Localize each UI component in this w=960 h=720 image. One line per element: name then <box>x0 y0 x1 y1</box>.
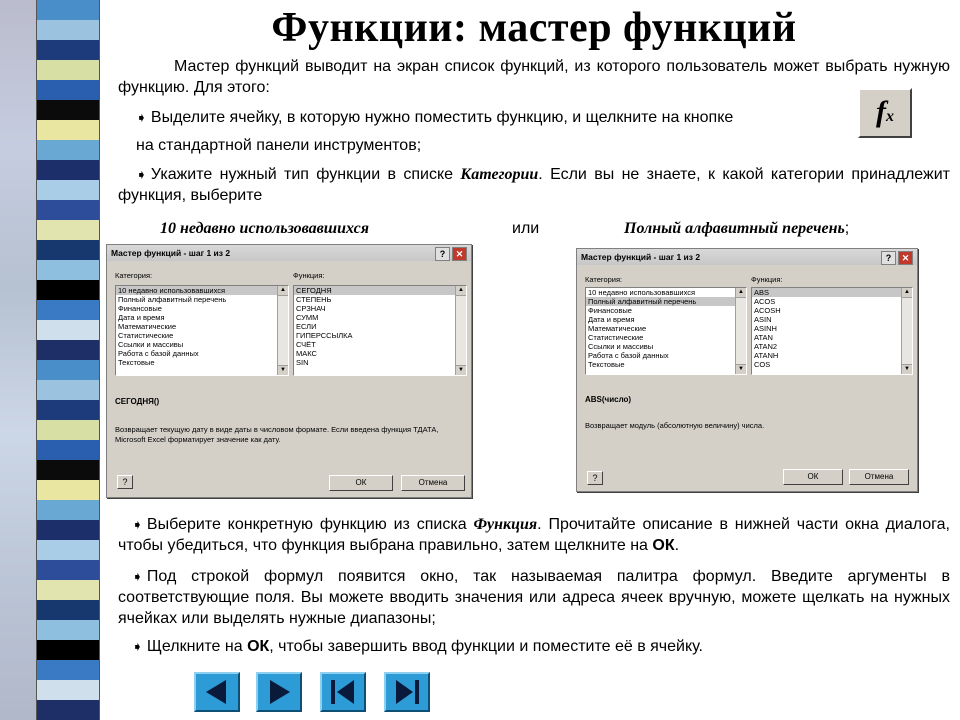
list-item[interactable]: ASIN <box>754 315 772 324</box>
previous-slide-button[interactable] <box>194 672 240 712</box>
list-item[interactable]: СРЗНАЧ <box>296 304 326 313</box>
scroll-down-icon[interactable]: ▼ <box>736 364 746 374</box>
scrollbar[interactable] <box>901 288 912 374</box>
first-slide-button[interactable] <box>320 672 366 712</box>
stripe-band <box>37 200 99 220</box>
bullet-marker: ➧ <box>132 639 143 654</box>
stripe-band <box>37 180 99 200</box>
function-description: Возвращает модуль (абсолютную величину) числа. <box>585 421 765 430</box>
list-item[interactable]: СТЕПЕНЬ <box>296 295 332 304</box>
function-wizard-icon[interactable]: fx <box>858 88 912 138</box>
list-item[interactable]: МАКС <box>296 349 317 358</box>
stripe-band <box>37 680 99 700</box>
function-label: Функция: <box>751 275 783 284</box>
stripe-band <box>37 420 99 440</box>
decorative-stripe <box>36 0 100 720</box>
dialog-title: Мастер функций - шаг 1 из 2 ? ✕ <box>107 245 471 261</box>
list-item[interactable]: Работа с базой данных <box>118 349 199 358</box>
list-item[interactable]: Математические <box>588 324 647 333</box>
bullet-marker: ➧ <box>136 110 147 125</box>
scroll-up-icon[interactable]: ▲ <box>278 286 288 296</box>
scrollbar[interactable] <box>277 286 288 375</box>
cancel-button[interactable]: Отмена <box>849 469 909 485</box>
stripe-band <box>37 100 99 120</box>
stripe-band <box>37 0 99 20</box>
list-item[interactable]: ATAN <box>754 333 773 342</box>
list-item[interactable]: ГИПЕРССЫЛКА <box>296 331 353 340</box>
stripe-band <box>37 460 99 480</box>
list-item[interactable]: Дата и время <box>588 315 635 324</box>
stripe-band <box>37 240 99 260</box>
stripe-band <box>37 400 99 420</box>
stripe-band <box>37 280 99 300</box>
stripe-band <box>37 320 99 340</box>
stripe-band <box>37 380 99 400</box>
list-item[interactable]: 10 недавно использовавшихся <box>588 288 696 297</box>
list-item[interactable]: Финансовые <box>588 306 632 315</box>
skip-last-icon <box>386 674 428 710</box>
ok-button[interactable]: ОК <box>329 475 393 491</box>
stripe-band <box>37 260 99 280</box>
dialog-alphabetical <box>576 248 918 492</box>
list-item[interactable]: СЕГОДНЯ <box>294 286 466 295</box>
list-item[interactable]: Финансовые <box>118 304 162 313</box>
slide-title: Функции: мастер функций <box>271 5 797 51</box>
list-item[interactable]: ASINH <box>754 324 777 333</box>
list-item[interactable]: ABS <box>752 288 912 297</box>
function-signature: СЕГОДНЯ() <box>115 397 160 406</box>
cancel-button[interactable]: Отмена <box>401 475 465 491</box>
category-list[interactable] <box>585 287 747 375</box>
function-signature: ABS(число) <box>585 395 632 404</box>
help-button[interactable]: ? <box>587 471 603 485</box>
step-5: ➧ Щелкните на ОК, чтобы завершить ввод функции и поместите её в ячейку. <box>132 638 703 655</box>
stripe-band <box>37 300 99 320</box>
stripe-band <box>37 160 99 180</box>
stripe-band <box>37 440 99 460</box>
scrollbar[interactable] <box>735 288 746 374</box>
list-item[interactable]: ACOS <box>754 297 776 306</box>
list-item[interactable]: Математические <box>118 322 177 331</box>
stripe-band <box>37 520 99 540</box>
stripe-band <box>37 660 99 680</box>
step-1: ➧ Выделите ячейку, в которую нужно поместить функцию, и щелкните на кнопке <box>136 109 734 126</box>
stripe-band <box>37 340 99 360</box>
category-list[interactable] <box>115 285 289 376</box>
scroll-down-icon[interactable]: ▼ <box>902 364 912 374</box>
stripe-band <box>37 60 99 80</box>
stripe-band <box>37 620 99 640</box>
list-item[interactable]: ATANH <box>754 351 779 360</box>
category-label: Категория: <box>115 271 153 280</box>
stripe-band <box>37 40 99 60</box>
scroll-up-icon[interactable]: ▲ <box>736 288 746 298</box>
stripe-band <box>37 20 99 40</box>
list-item[interactable]: Дата и время <box>118 313 165 322</box>
step-4: ➧ Под строкой формул появится окно, так называемая палитра формул. Введите аргументы в соответствующие поля. Вы можете вводить значения или адреса ячеек вручную, можете щелкать на нужных ячейках или выделять нужные диапазоны; <box>118 568 950 627</box>
stripe-band <box>37 140 99 160</box>
list-item[interactable]: Ссылки и массивы <box>118 340 184 349</box>
option-or: или <box>512 220 540 237</box>
option-alphabetical: Полный алфавитный перечень; <box>624 220 850 237</box>
stripe-band <box>37 540 99 560</box>
list-item[interactable]: Текстовые <box>118 358 155 367</box>
step-2: ➧ Укажите нужный тип функции в списке Категории. Если вы не знаете, к какой категории принадлежит функция, выберите <box>118 166 950 204</box>
stripe-band <box>37 500 99 520</box>
list-item[interactable]: Ссылки и массивы <box>588 342 654 351</box>
list-item[interactable]: Статистические <box>588 333 644 342</box>
list-item[interactable]: СУММ <box>296 313 319 322</box>
stripe-band <box>37 120 99 140</box>
stripe-band <box>37 700 99 720</box>
list-item[interactable]: Работа с базой данных <box>588 351 669 360</box>
help-icon[interactable]: ? <box>881 251 896 265</box>
close-icon[interactable]: ✕ <box>452 247 467 261</box>
list-item[interactable]: ЕСЛИ <box>296 322 317 331</box>
last-slide-button[interactable] <box>384 672 430 712</box>
dialog-title: Мастер функций - шаг 1 из 2 ? ✕ <box>577 249 917 265</box>
help-button[interactable]: ? <box>117 475 133 489</box>
triangle-left-icon <box>196 674 238 710</box>
next-slide-button[interactable] <box>256 672 302 712</box>
function-list[interactable] <box>293 285 467 376</box>
ok-button[interactable]: ОК <box>783 469 843 485</box>
list-item[interactable]: Полный алфавитный перечень <box>118 295 227 304</box>
list-item[interactable]: SIN <box>296 358 309 367</box>
intro-text: Мастер функций выводит на экран список функций, из которого пользователь может выбрать нужную функцию. Для этого: <box>118 58 950 96</box>
step-1-cont: на стандартной панели инструментов; <box>136 137 422 154</box>
scrollbar[interactable] <box>455 286 466 375</box>
stripe-band <box>37 80 99 100</box>
function-description: Возвращает текущую дату в виде даты в числовом формате. Если введена функция ТДАТА, Microsoft Excel форматирует значение как дату. <box>115 425 439 444</box>
close-icon[interactable]: ✕ <box>898 251 913 265</box>
bullet-marker: ➧ <box>136 167 147 182</box>
list-item[interactable]: СЧЁТ <box>296 340 316 349</box>
stripe-band <box>37 640 99 660</box>
stripe-band <box>37 220 99 240</box>
stripe-band <box>37 480 99 500</box>
stripe-band <box>37 560 99 580</box>
list-item[interactable]: ACOSH <box>754 306 781 315</box>
dialog-recent <box>106 244 472 498</box>
list-item[interactable]: 10 недавно использовавшихся <box>116 286 288 295</box>
scroll-up-icon[interactable]: ▲ <box>902 288 912 298</box>
bullet-marker: ➧ <box>132 569 143 584</box>
function-list[interactable] <box>751 287 913 375</box>
list-item[interactable]: Статистические <box>118 331 174 340</box>
scroll-down-icon[interactable]: ▼ <box>278 365 288 375</box>
left-background <box>0 0 36 720</box>
option-recent: 10 недавно использовавшихся <box>160 220 369 237</box>
triangle-right-icon <box>258 674 300 710</box>
scroll-up-icon[interactable]: ▲ <box>456 286 466 296</box>
step-3: ➧ Выберите конкретную функцию из списка Функция. Прочитайте описание в нижней части окна диалога, чтобы убедиться, что функция выбрана правильно, затем щелкните на ОК. <box>118 516 951 554</box>
category-label: Категория: <box>585 275 623 284</box>
list-item[interactable]: Текстовые <box>588 360 625 369</box>
skip-first-icon <box>322 674 364 710</box>
help-icon[interactable]: ? <box>435 247 450 261</box>
list-item[interactable]: COS <box>754 360 771 369</box>
stripe-band <box>37 600 99 620</box>
function-label: Функция: <box>293 271 325 280</box>
stripe-band <box>37 360 99 380</box>
stripe-band <box>37 580 99 600</box>
bullet-marker: ➧ <box>132 517 143 532</box>
scroll-down-icon[interactable]: ▼ <box>456 365 466 375</box>
list-item[interactable]: Полный алфавитный перечень <box>586 297 746 306</box>
list-item[interactable]: ATAN2 <box>754 342 778 351</box>
